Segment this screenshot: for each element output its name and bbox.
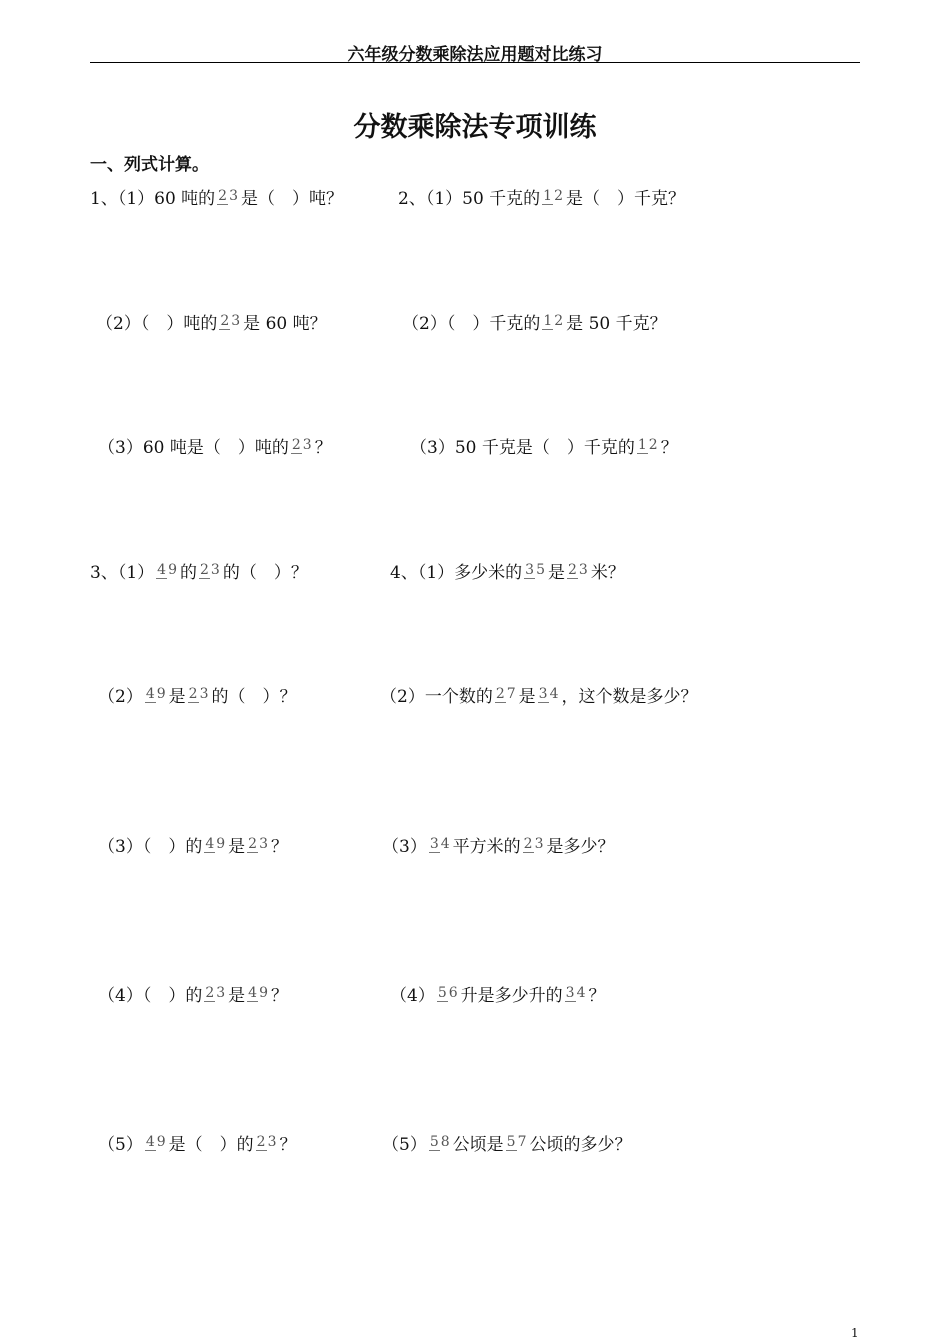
fraction: 2 3	[256, 1134, 277, 1150]
fraction: 3 4	[565, 985, 586, 1001]
problem-text: 1、（1）60 吨的	[90, 188, 216, 209]
page-header: 六年级分数乘除法应用题对比练习	[347, 45, 603, 65]
problem-1-3	[98, 423, 332, 467]
problem-text: （4）	[390, 985, 435, 1006]
problem-text: （2）一个数的	[380, 686, 493, 707]
fraction: 2 3	[248, 836, 269, 852]
fraction: 2 3	[199, 562, 220, 578]
problem-1-2	[96, 299, 327, 343]
fraction: 3 5	[525, 562, 545, 578]
document-title: 分数乘除法专项训练	[353, 112, 597, 143]
fraction: 2 3	[188, 686, 209, 702]
fraction: 2 3	[205, 985, 226, 1001]
problem-text: ？	[271, 985, 289, 1006]
problem-text: 的	[179, 562, 197, 583]
problem-text: 是 50 千克？	[566, 313, 667, 334]
fraction: 5 7	[506, 1134, 527, 1150]
problem-text: 是	[547, 562, 565, 583]
problem-4-4	[390, 971, 606, 1015]
problem-text: ？	[588, 985, 606, 1006]
problem-4-2	[380, 672, 698, 716]
fraction: 2 3	[567, 562, 588, 578]
problem-text: 是（ ）的	[168, 1134, 254, 1155]
fraction: 2 3	[523, 836, 544, 852]
problem-2-2	[402, 299, 667, 343]
section-heading: 一、列式计算。	[90, 155, 209, 175]
problem-text: 的（ ）？	[222, 562, 308, 583]
problem-4-5	[382, 1120, 632, 1164]
problem-text: ？	[279, 1134, 297, 1155]
problem-text: ？	[314, 437, 332, 458]
problem-text: 是（ ）吨？	[241, 188, 344, 209]
fraction: 4 9	[145, 1134, 166, 1150]
problem-2-3	[410, 423, 678, 467]
problem-1-1	[90, 174, 343, 218]
problem-text: （5）	[98, 1134, 143, 1155]
problem-text: （3）50 千克是（ ）千克的	[410, 437, 635, 458]
problem-text: （2）（ ）吨的	[96, 313, 218, 334]
problem-text: （3）	[382, 836, 427, 857]
header-divider	[90, 62, 860, 63]
problem-text: 公顷是	[452, 1134, 504, 1155]
problem-4-3	[382, 822, 615, 866]
page-number: 1	[851, 1326, 859, 1340]
problem-text: （4）（ ）的	[98, 985, 203, 1006]
problem-text: ，这个数是多少？	[561, 686, 698, 707]
problem-text: 平方米的	[452, 836, 521, 857]
problem-text: 是 60 吨？	[243, 313, 327, 334]
fraction: 1 2	[543, 313, 564, 329]
problem-text: 是	[228, 985, 246, 1006]
problem-text: （2）	[98, 686, 143, 707]
problem-text: 是	[518, 686, 536, 707]
fraction: 2 3	[218, 188, 239, 204]
fraction: 4 9	[145, 686, 166, 702]
fraction: 2 3	[220, 313, 241, 329]
fraction: 4 9	[205, 836, 226, 852]
problem-text: 升是多少升的	[460, 985, 563, 1006]
problem-text: （2）（ ）千克的	[402, 313, 541, 334]
fraction: 5 6	[437, 985, 458, 1001]
problem-text: （3）（ ）的	[98, 836, 203, 857]
fraction: 1 2	[637, 437, 658, 453]
problem-text: 的（ ）？	[211, 686, 297, 707]
problem-text: （5）	[382, 1134, 427, 1155]
fraction: 4 9	[248, 985, 269, 1001]
problem-text: 米？	[590, 562, 625, 583]
problem-3-4	[98, 971, 288, 1015]
problem-4-1	[390, 548, 625, 592]
problem-text: 是多少？	[546, 836, 615, 857]
problem-text: 公顷的多少？	[529, 1134, 632, 1155]
problem-text: 是	[168, 686, 186, 707]
problem-3-5	[98, 1120, 297, 1164]
problem-2-1	[398, 174, 685, 218]
fraction: 1 2	[543, 188, 564, 204]
problem-text: 是（ ）千克？	[566, 188, 686, 209]
problem-text: ？	[271, 836, 289, 857]
fraction: 3 4	[429, 836, 450, 852]
problem-text: 2、（1）50 千克的	[398, 188, 541, 209]
problem-text: ？	[660, 437, 678, 458]
problem-3-2	[98, 672, 297, 716]
fraction: 2 7	[495, 686, 516, 702]
fraction: 2 3	[291, 437, 312, 453]
problem-text: 3、（1）	[90, 562, 155, 583]
problem-3-1	[90, 548, 308, 592]
fraction: 4 9	[157, 562, 177, 578]
problem-text: 4、（1）多少米的	[390, 562, 523, 583]
problem-3-3	[98, 822, 288, 866]
fraction: 3 4	[538, 686, 559, 702]
fraction: 5 8	[429, 1134, 450, 1150]
problem-text: 是	[228, 836, 246, 857]
problem-text: （3）60 吨是（ ）吨的	[98, 437, 289, 458]
